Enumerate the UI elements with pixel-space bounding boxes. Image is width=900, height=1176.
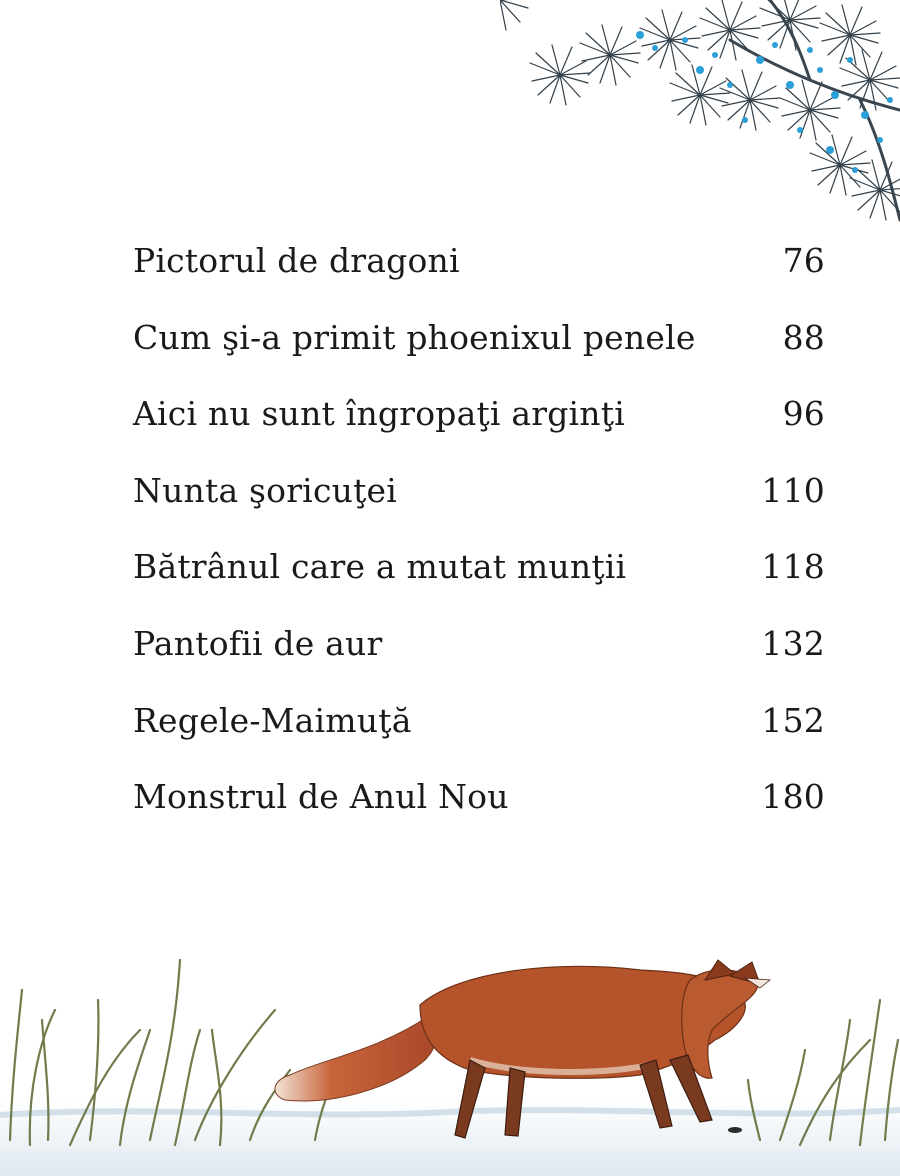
toc-entry[interactable] — [133, 768, 825, 845]
toc-entry[interactable] — [133, 385, 825, 462]
toc-entry-page: 118 — [761, 547, 825, 587]
toc-entry-title: Pantofii de aur — [133, 623, 383, 663]
toc-entry[interactable] — [133, 232, 825, 309]
toc-entry-title: Pictorul de dragoni — [133, 241, 460, 280]
toc-entry[interactable] — [133, 615, 825, 692]
toc-entry-page: 180 — [761, 777, 825, 817]
toc-entry-title: Cum şi-a primit phoenixul penele — [133, 317, 696, 357]
toc-entry[interactable] — [133, 309, 825, 386]
toc-entry-page: 88 — [782, 317, 825, 357]
toc-entry-page: 76 — [782, 241, 825, 280]
table-of-contents — [133, 232, 825, 845]
toc-entry-title: Nunta şoricuţei — [133, 470, 398, 510]
toc-entry-title: Aici nu sunt îngropaţi arginţi — [133, 394, 625, 434]
fox-in-grass-illustration — [0, 900, 900, 1176]
toc-entry-title: Bătrânul care a mutat munţii — [133, 547, 627, 587]
pine-branch-illustration — [500, 0, 900, 240]
toc-entry-page: 110 — [761, 470, 825, 510]
toc-entry-page: 152 — [761, 700, 825, 740]
toc-entry-title: Monstrul de Anul Nou — [133, 777, 509, 817]
toc-entry[interactable] — [133, 462, 825, 539]
toc-entry[interactable] — [133, 692, 825, 769]
toc-entry-title: Regele-Maimuţă — [133, 700, 412, 740]
toc-entry[interactable] — [133, 538, 825, 615]
toc-entry-page: 132 — [761, 623, 825, 663]
toc-entry-page: 96 — [782, 394, 825, 434]
